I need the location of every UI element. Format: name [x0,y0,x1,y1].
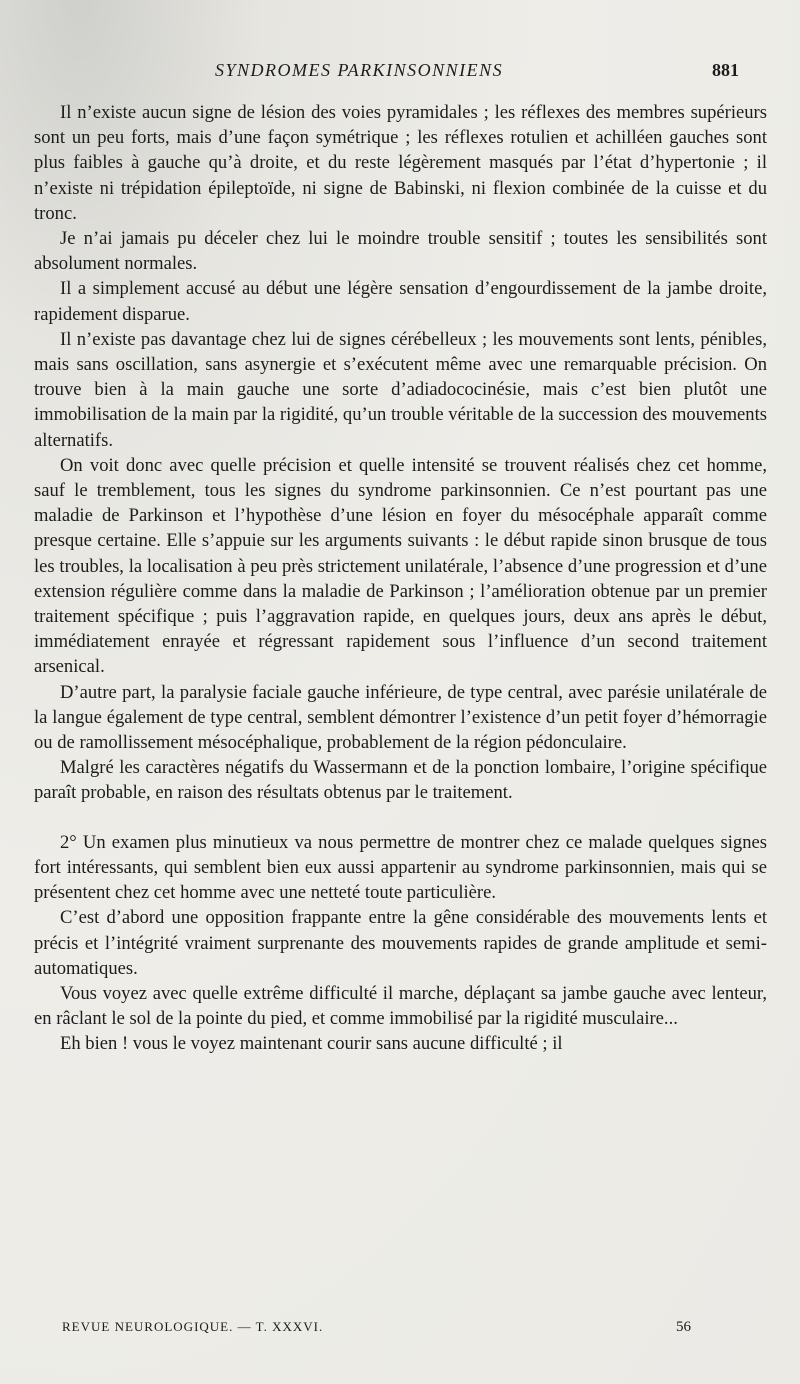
running-title: SYNDROMES PARKINSONNIENS [215,60,504,80]
paragraph: C’est d’abord une opposition frappante entre la gêne considérable des mouvements lents et précis et l’intégrité vraiment surprenante des mouvements rapides de grande amplitude et semi-automatiques. [34,907,767,979]
paragraph: Je n’ai jamais pu déceler chez lui le moindre trouble sensitif ; toutes les sensibilités sont absolument normales. [34,228,767,275]
journal-footer: REVUE NEUROLOGIQUE. — T. XXXVI. [62,1319,324,1334]
body-text [34,100,767,1057]
paragraph: D’autre part, la paralysie faciale gauche inférieure, de type central, avec parésie unilatérale de la langue également de type central, semblent démontrer l’existence d’un petit foyer d’hémorragie ou de ramollissement mésocéphalique, probablement de la région pédonculaire. [34,681,767,754]
page-header [0,60,800,86]
paragraph: Il n’existe pas davantage chez lui de signes cérébelleux ; les mouvements sont lents, pénibles, mais sans oscillation, sans asynergie et s’exécutent même avec une remarquable précision. On trouve bien à la main gauche une sorte d’adiadococinésie, mais c’est bien plutôt une immobilisation de la main par la rigidité, qu’un trouble véritable de la succession des mouvements alternatifs. [34,328,767,451]
paragraph: Vous voyez avec quelle extrême difficulté il marche, déplaçant sa jambe gauche avec lenteur, en râclant le sol de la pointe du pied, et comme immobilisé par la rigidité musculaire... [34,982,767,1030]
paragraph-numbered-section: 2° Un examen plus minutieux va nous permettre de montrer chez ce malade quelques signes fort intéressants, qui semblent bien eux aussi appartenir au syndrome parkinsonnien, mais qui se présentent chez cet homme avec une netteté toute particulière. [34,831,767,904]
page-number: 881 [712,60,739,80]
page-footer [0,1319,800,1341]
paragraph: Eh bien ! vous le voyez maintenant courir sans aucune difficulté ; il [60,1033,563,1055]
paragraph: Il n’existe aucun signe de lésion des voies pyramidales ; les réflexes des membres supérieurs sont un peu forts, mais d’une façon symétrique ; les réflexes rotulien et achilléen gauches sont plus faibles à gauche qu’à droite, et du reste légèrement masqués par l’état d’hypertonie ; il n’existe ni trépidation épileptoïde, ni signe de Babinski, ni flexion combinée de la cuisse et du tronc. [34,102,767,224]
signature-mark: 56 [676,1319,691,1335]
paragraph: Il a simplement accusé au début une légère sensation d’engourdissement de la jambe droite, rapidement disparue. [34,278,767,325]
paragraph: Malgré les caractères négatifs du Wassermann et de la ponction lombaire, l’origine spécifique paraît probable, en raison des résultats obtenus par le traitement. [34,757,767,804]
paragraph: On voit donc avec quelle précision et quelle intensité se trouvent réalisés chez cet homme, sauf le tremblement, tous les signes du syndrome parkinsonnien. Ce n’est pourtant pas une maladie de Parkinson et l’hypothèse d’une lésion en foyer du mésocéphale apparaît comme presque certaine. Elle s’appuie sur les arguments suivants : le début rapide sinon brusque de tous les troubles, la localisation à peu près strictement unilatérale, l’absence d’une progression et d’une extension régulière comme dans la maladie de Parkinson ; l’amélioration obtenue par un premier traitement spécifique ; puis l’aggravation rapide, en quelques jours, deux ans après le début, immédiatement enrayée et régressant rapidement sous l’influence d’un second traitement arsenical. [34,454,767,678]
